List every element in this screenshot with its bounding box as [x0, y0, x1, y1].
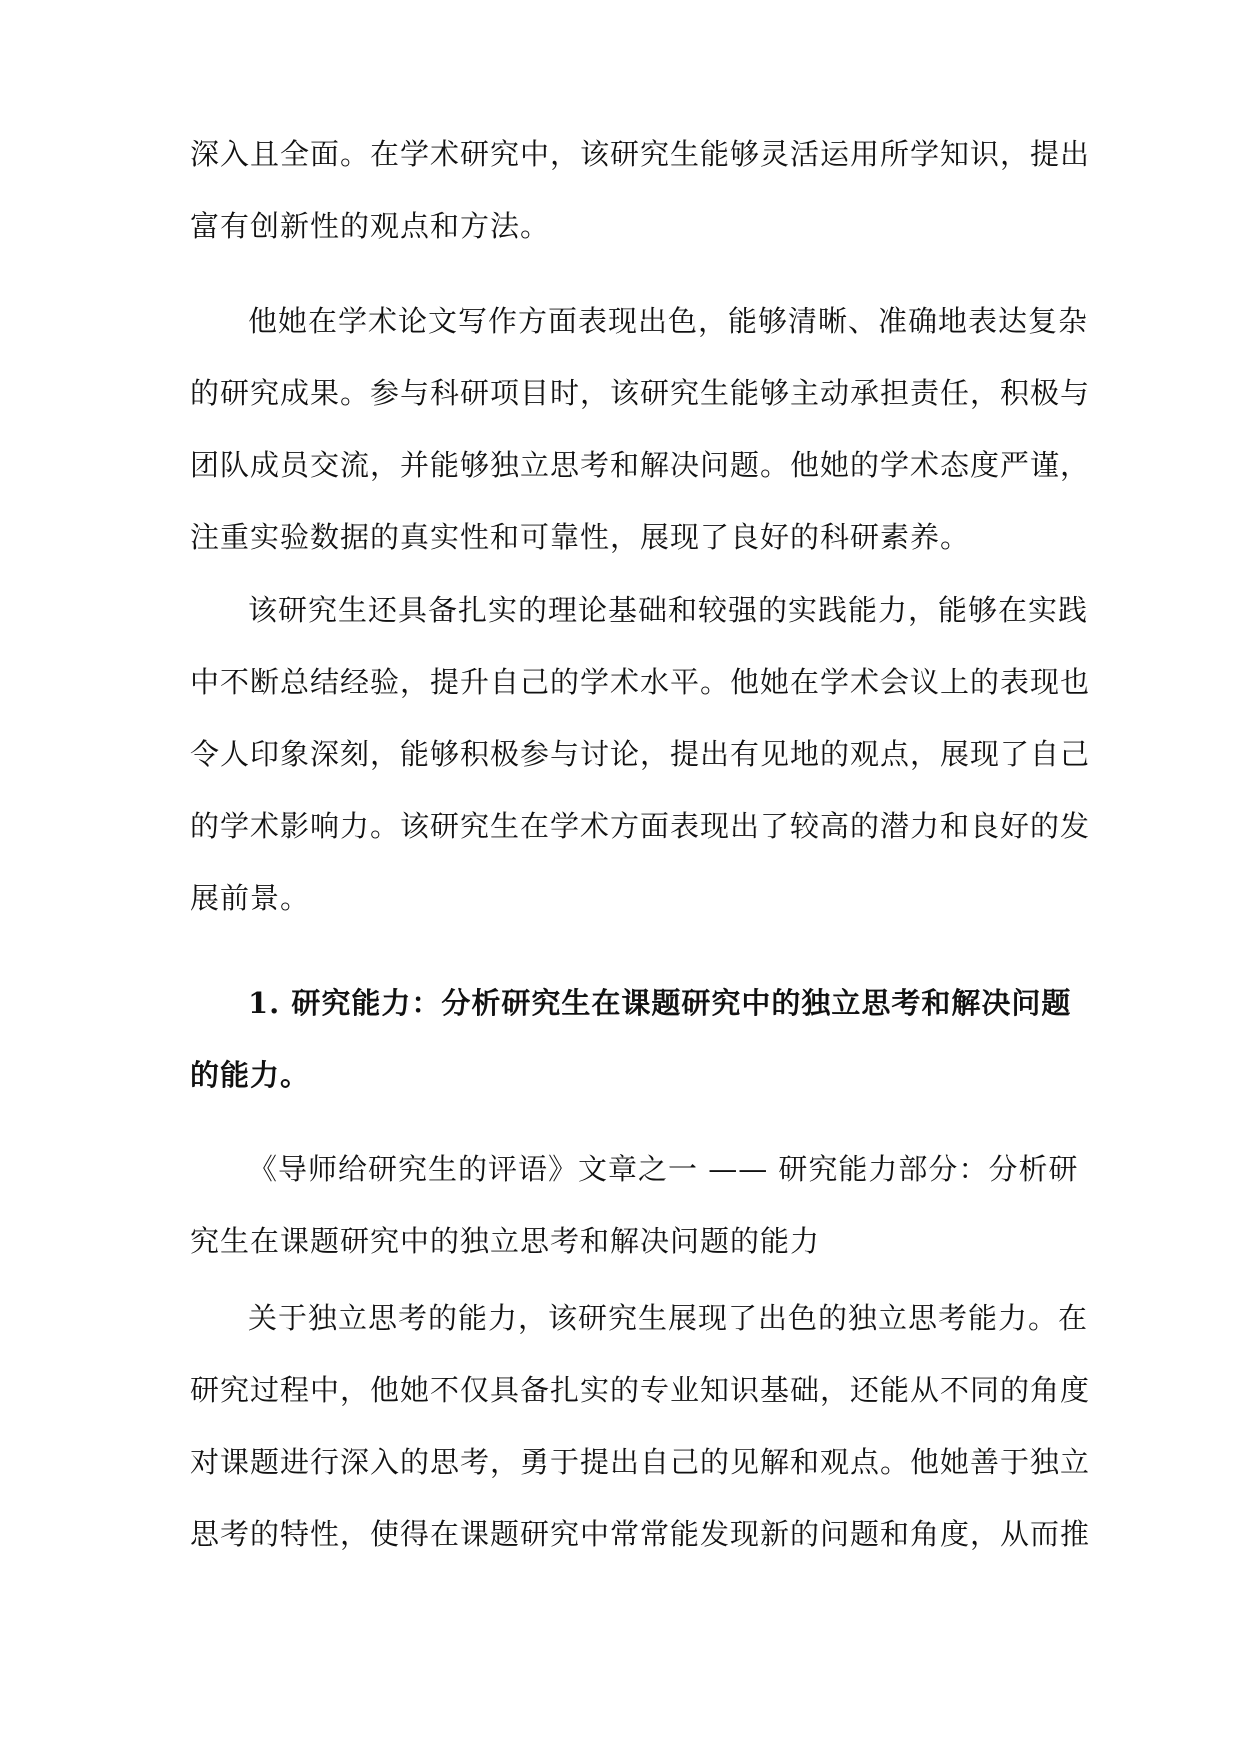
text-line: 《导师给研究生的评语》文章之一 —— 研究能力部分：分析研: [248, 1152, 1079, 1186]
text-line: 深入且全面。在学术研究中，该研究生能够灵活运用所学知识，提出: [190, 137, 1091, 171]
text-line: 对课题进行深入的思考，勇于提出自己的见解和观点。他她善于独立: [190, 1445, 1091, 1479]
text-line: 思考的特性，使得在课题研究中常常能发现新的问题和角度，从而推: [190, 1517, 1091, 1551]
text-line: 关于独立思考的能力，该研究生展现了出色的独立思考能力。在: [248, 1301, 1089, 1335]
text-line: 的学术影响力。该研究生在学术方面表现出了较高的潜力和良好的发: [190, 809, 1091, 843]
text-line: 该研究生还具备扎实的理论基础和较强的实践能力，能够在实践: [248, 593, 1089, 627]
text-line: 中不断总结经验，提升自己的学术水平。他她在学术会议上的表现也: [190, 665, 1091, 699]
text-line: 研究过程中，他她不仅具备扎实的专业知识基础，还能从不同的角度: [190, 1373, 1091, 1407]
text-line: 的研究成果。参与科研项目时，该研究生能够主动承担责任，积极与: [190, 376, 1091, 410]
text-line: 他她在学术论文写作方面表现出色，能够清晰、准确地表达复杂: [248, 304, 1089, 338]
text-line: 究生在课题研究中的独立思考和解决问题的能力: [190, 1224, 821, 1258]
text-line: 团队成员交流，并能够独立思考和解决问题。他她的学术态度严谨，: [190, 448, 1091, 482]
text-line: 注重实验数据的真实性和可靠性，展现了良好的科研素养。: [190, 520, 971, 554]
text-line: 展前景。: [190, 881, 311, 915]
section-heading: 的能力。: [190, 1058, 311, 1092]
text-line: 令人印象深刻，能够积极参与讨论，提出有见地的观点，展现了自己: [190, 737, 1091, 771]
section-heading: 1. 研究能力：分析研究生在课题研究中的独立思考和解决问题: [248, 986, 1072, 1020]
text-line: 富有创新性的观点和方法。: [190, 209, 551, 243]
